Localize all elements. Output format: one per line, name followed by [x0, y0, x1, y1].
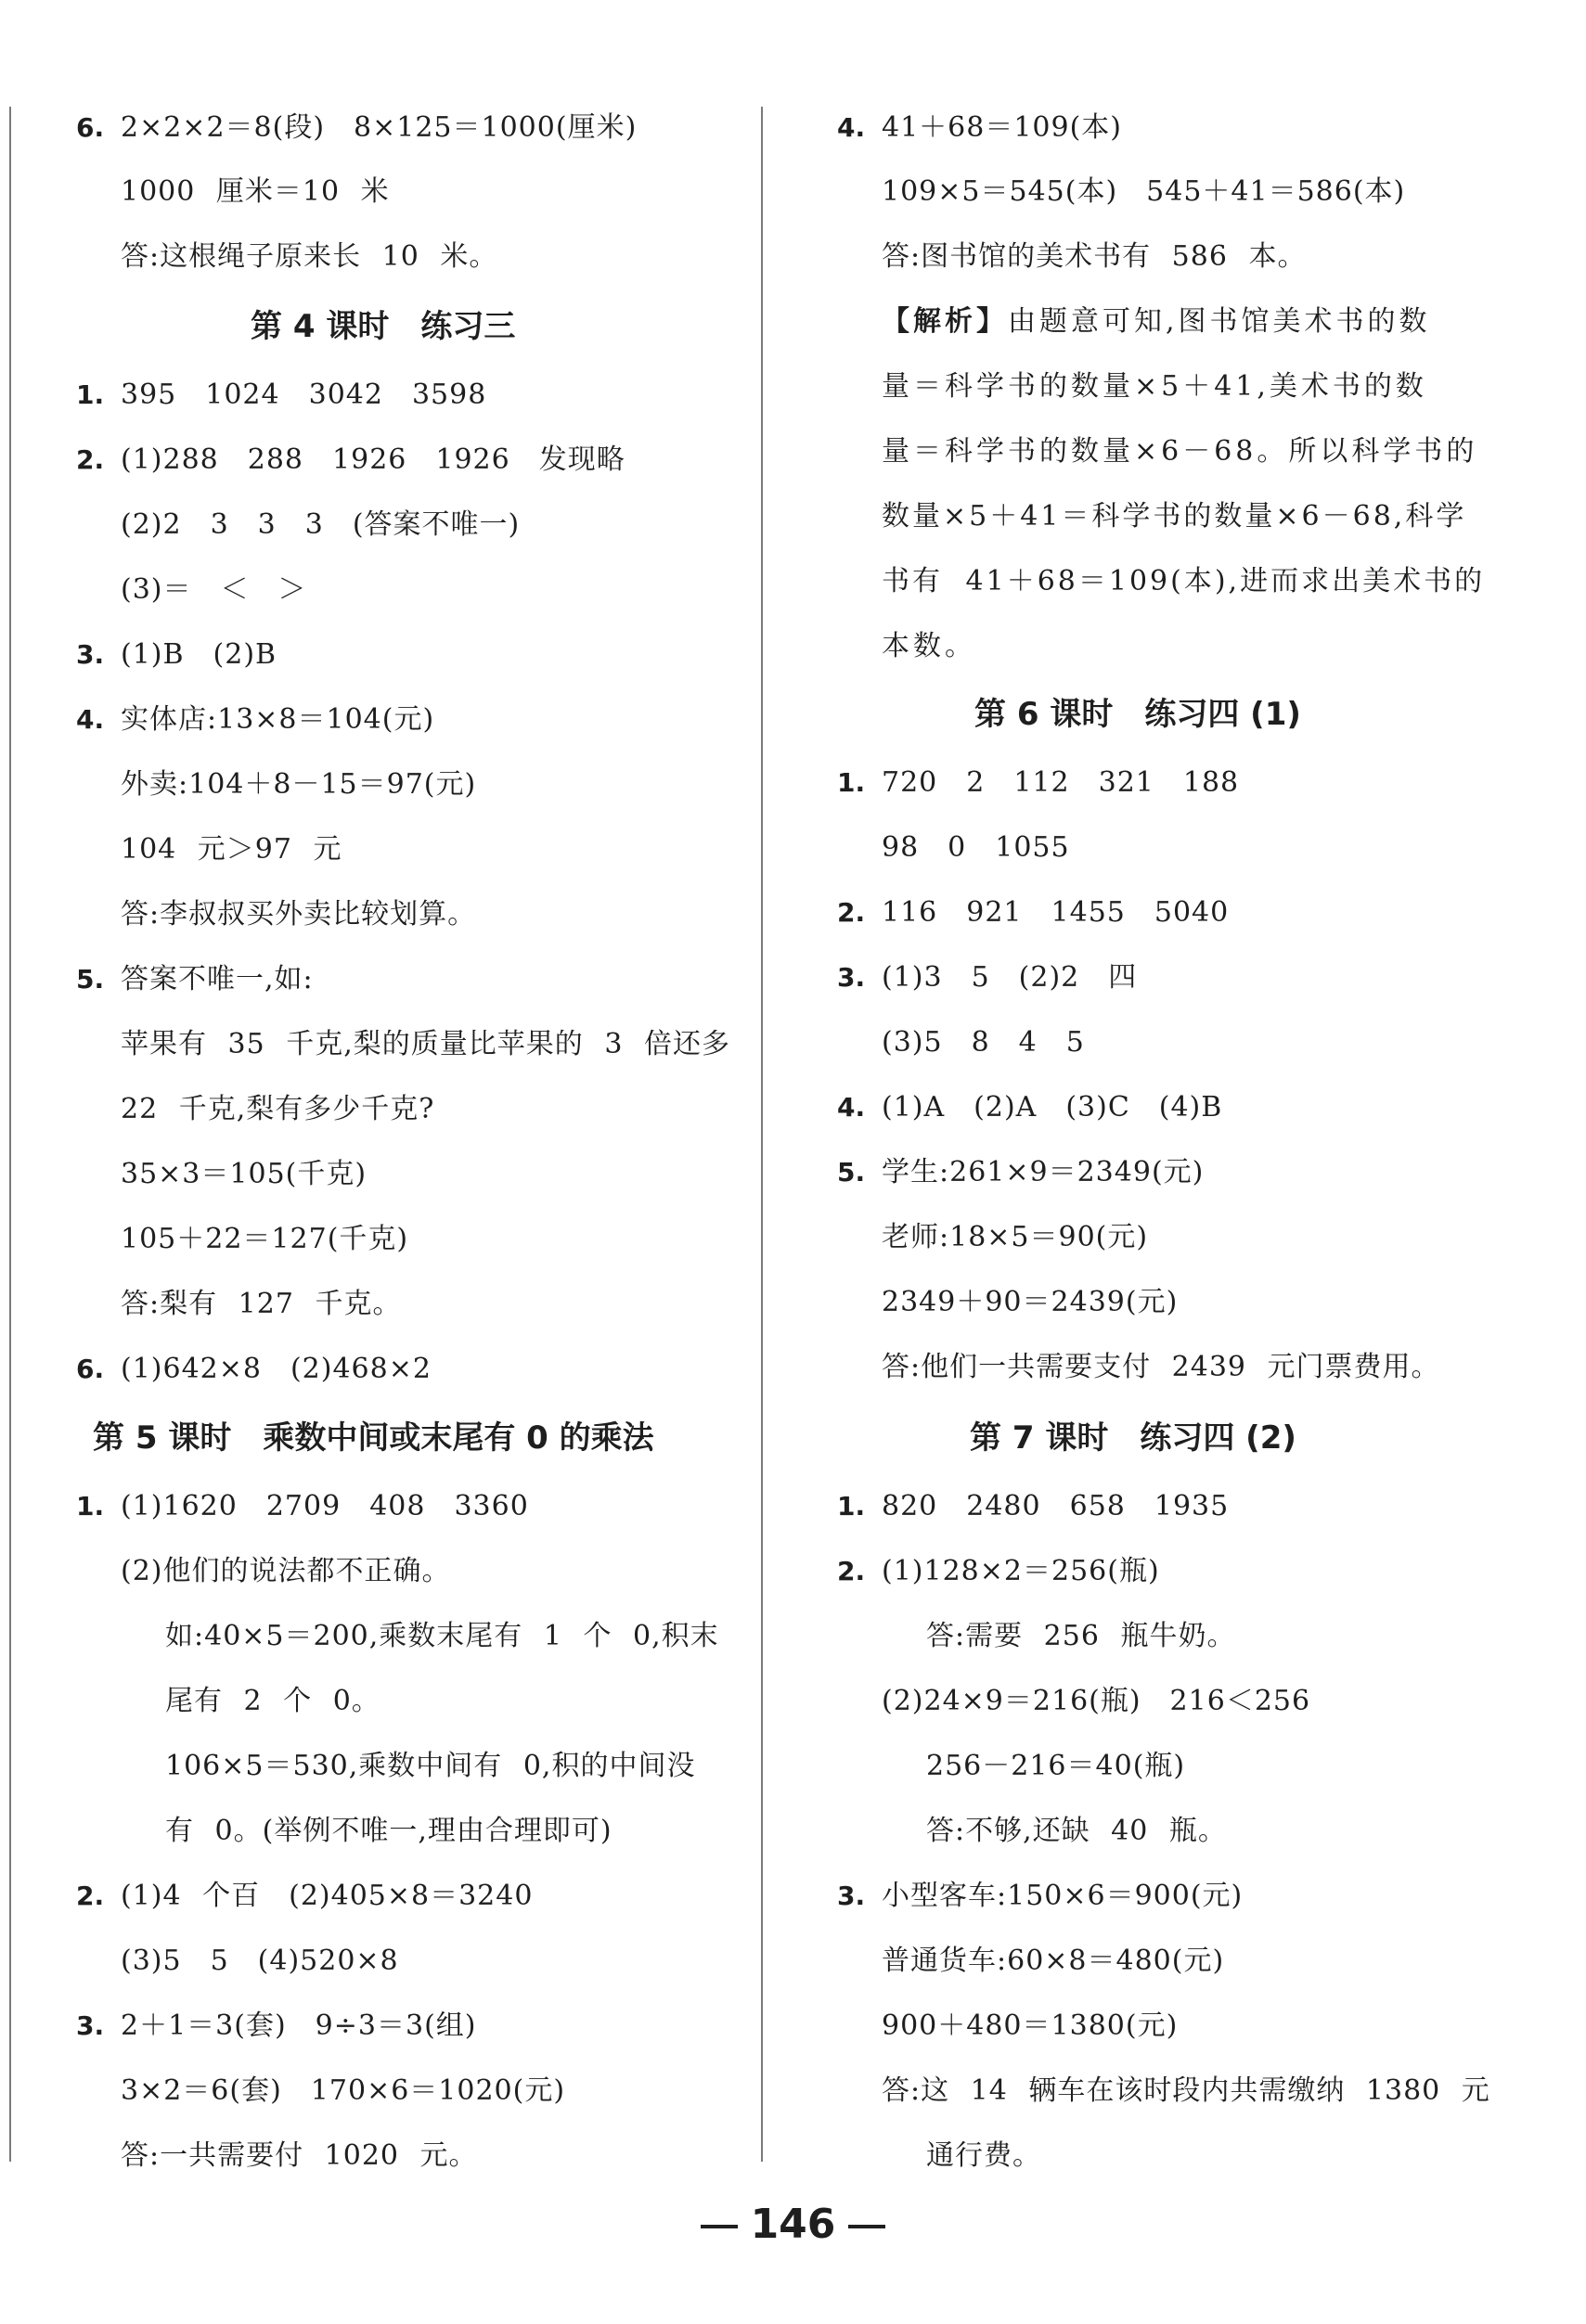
answer-line: 3×2＝6(套) 170×6＝1020(元) [121, 2074, 566, 2107]
answer-line: 答:这根绳子原来长 10 米。 [121, 240, 498, 273]
answer-line: 普通货车:60×8＝480(元) [882, 1945, 1225, 1977]
answer-line: 通行费。 [926, 2139, 1041, 2172]
answer-line: 116 921 1455 5040 [882, 896, 1230, 929]
item-number: 4. [76, 704, 105, 735]
answer-line: 苹果有 35 千克,梨的质量比苹果的 3 倍还多 [121, 1028, 730, 1060]
answer-line: (2)24×9＝216(瓶) 216＜256 [882, 1685, 1311, 1717]
answer-line: 820 2480 658 1935 [882, 1490, 1230, 1522]
section-heading-lesson-5: 第 5 课时 乘数中间或末尾有 0 的乘法 [93, 1419, 654, 1457]
dash-right [848, 2225, 885, 2228]
answer-line: 答:梨有 127 千克。 [121, 1288, 402, 1320]
item-number: 4. [837, 1092, 866, 1123]
analysis-line: 书有 41＋68＝109(本),进而求出美术书的 [882, 565, 1486, 597]
answer-line: 答:李叔叔买外卖比较划算。 [121, 898, 477, 931]
section-heading-lesson-4: 第 4 课时 练习三 [251, 308, 516, 345]
item-number: 6. [76, 1354, 105, 1384]
item-number: 2. [76, 1881, 105, 1911]
item-number: 4. [837, 112, 866, 143]
analysis-line: 【解析】由题意可知,图书馆美术书的数 [882, 305, 1431, 338]
answer-line: 答:他们一共需要支付 2439 元门票费用。 [882, 1351, 1440, 1383]
answer-line: 395 1024 3042 3598 [121, 379, 487, 411]
dash-left [701, 2225, 738, 2228]
answer-line: 答:一共需要付 1020 元。 [121, 2139, 478, 2172]
item-number: 2. [76, 444, 105, 475]
item-number: 5. [837, 1157, 866, 1188]
answer-line: 1000 厘米＝10 米 [121, 175, 390, 208]
answer-line: 实体店:13×8＝104(元) [121, 703, 435, 736]
answer-line: 104 元＞97 元 [121, 833, 342, 866]
answer-line: (1)B (2)B [121, 638, 277, 671]
item-number: 3. [837, 1881, 866, 1911]
answer-line: 答:这 14 辆车在该时段内共需缴纳 1380 元 [882, 2074, 1490, 2107]
section-heading-lesson-6: 第 6 课时 练习四 (1) [974, 696, 1301, 733]
answer-line: (1)642×8 (2)468×2 [121, 1353, 432, 1385]
answer-line: (3)＝ ＜ ＞ [121, 573, 307, 606]
answer-line: (3)5 5 (4)520×8 [121, 1945, 399, 1977]
item-number: 5. [76, 964, 105, 995]
answer-line: (1)1620 2709 408 3360 [121, 1490, 529, 1522]
answer-line: (1)3 5 (2)2 四 [882, 961, 1138, 994]
column-divider [761, 107, 763, 2162]
answer-line: 2＋1＝3(套) 9÷3＝3(组) [121, 2009, 477, 2042]
analysis-line: 数量×5＋41＝科学书的数量×6－68,科学 [882, 500, 1467, 533]
item-number: 1. [76, 1491, 105, 1522]
answer-line: 2349＋90＝2439(元) [882, 1286, 1179, 1318]
answer-line: 256－216＝40(瓶) [926, 1750, 1186, 1782]
item-number: 2. [837, 897, 866, 928]
section-heading-lesson-7: 第 7 课时 练习四 (2) [970, 1419, 1296, 1457]
page-number-value: 146 [750, 2201, 836, 2248]
answer-line: 外卖:104＋8－15＝97(元) [121, 768, 477, 801]
answer-line: 720 2 112 321 188 [882, 766, 1240, 799]
answer-line: 如:40×5＝200,乘数末尾有 1 个 0,积末 [165, 1620, 719, 1652]
item-number: 3. [837, 962, 866, 993]
answer-line: 答:不够,还缺 40 瓶。 [926, 1815, 1227, 1847]
answer-line: 41＋68＝109(本) [882, 111, 1123, 144]
item-number: 3. [76, 2010, 105, 2041]
answer-line: 答:图书馆的美术书有 586 本。 [882, 240, 1307, 273]
left-margin-rule [9, 107, 11, 2162]
answer-line: (1)A (2)A (3)C (4)B [882, 1091, 1223, 1123]
answer-line: 答案不唯一,如: [121, 963, 314, 995]
answer-line: (3)5 8 4 5 [882, 1026, 1085, 1059]
answer-line: 900＋480＝1380(元) [882, 2009, 1179, 2042]
answer-line: 尾有 2 个 0。 [165, 1685, 380, 1717]
answer-line: 105＋22＝127(千克) [121, 1223, 409, 1255]
answer-line: 35×3＝105(千克) [121, 1158, 367, 1190]
analysis-label: 【解析】 [882, 305, 1008, 338]
analysis-line: 量＝科学书的数量×5＋41,美术书的数 [882, 370, 1427, 403]
answer-line: 有 0。(举例不唯一,理由合理即可) [165, 1815, 612, 1847]
item-number: 1. [76, 379, 105, 410]
item-number: 6. [76, 112, 105, 143]
item-number: 1. [837, 767, 866, 798]
answer-line: 学生:261×9＝2349(元) [882, 1156, 1205, 1188]
answer-line: (1)128×2＝256(瓶) [882, 1555, 1160, 1587]
analysis-line: 本数。 [882, 630, 976, 662]
answer-line: 22 千克,梨有多少千克? [121, 1093, 435, 1125]
item-number: 1. [837, 1491, 866, 1522]
answer-line: (1)288 288 1926 1926 发现略 [121, 443, 625, 476]
answer-line: 109×5＝545(本) 545＋41＝586(本) [882, 175, 1406, 208]
answer-line: 小型客车:150×6＝900(元) [882, 1880, 1244, 1912]
item-number: 3. [76, 639, 105, 670]
item-number: 2. [837, 1556, 866, 1586]
answer-line: 老师:18×5＝90(元) [882, 1221, 1149, 1253]
answer-line: 答:需要 256 瓶牛奶。 [926, 1620, 1236, 1652]
answer-line: (2)2 3 3 3 (答案不唯一) [121, 508, 521, 541]
page-number [0, 2201, 1586, 2248]
answer-line: (1)4 个百 (2)405×8＝3240 [121, 1880, 534, 1912]
answer-line: 98 0 1055 [882, 831, 1070, 864]
answer-line: 106×5＝530,乘数中间有 0,积的中间没 [165, 1750, 696, 1782]
answer-line: 2×2×2＝8(段) 8×125＝1000(厘米) [121, 111, 638, 144]
analysis-line: 量＝科学书的数量×6－68。所以科学书的 [882, 435, 1478, 468]
answer-line: (2)他们的说法都不正确。 [121, 1555, 451, 1587]
